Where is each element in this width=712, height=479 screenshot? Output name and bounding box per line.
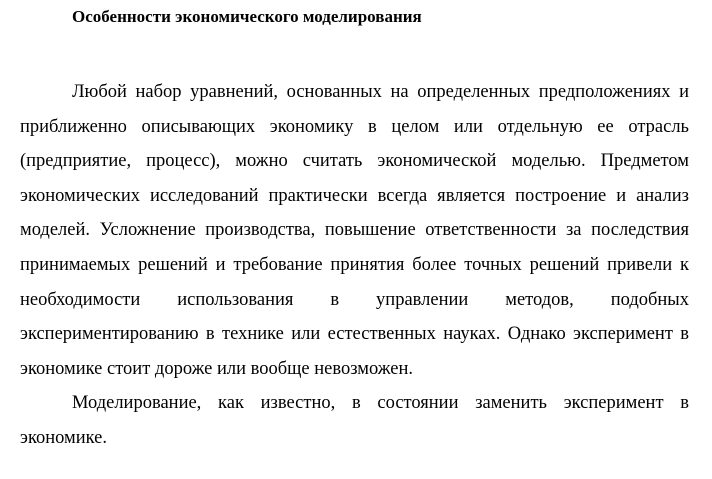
document-page (20, 0, 689, 456)
paragraph-economic-model: Любой набор уравнений, основанных на определенных предположениях и приближенно описывающих экономику в целом или отдельную ее отрасль (предприятие, процесс), можно считать экономической моделью. Предметом экономических исследований практически всегда является построение и анализ моделей. Усложнение производства, повышение ответственности за последствия принимаемых решений и требование принятия более точных решений привели к необходимости использования в управлении методов, подобных экспериментированию в технике или естественных науках. Однако эксперимент в экономике стоит дороже или вообще невозможен. (20, 82, 689, 379)
paragraph-modeling: Моделирование, как известно, в состоянии заменить эксперимент в экономике. (20, 393, 689, 448)
document-heading: Особенности экономического моделирования (72, 7, 422, 26)
